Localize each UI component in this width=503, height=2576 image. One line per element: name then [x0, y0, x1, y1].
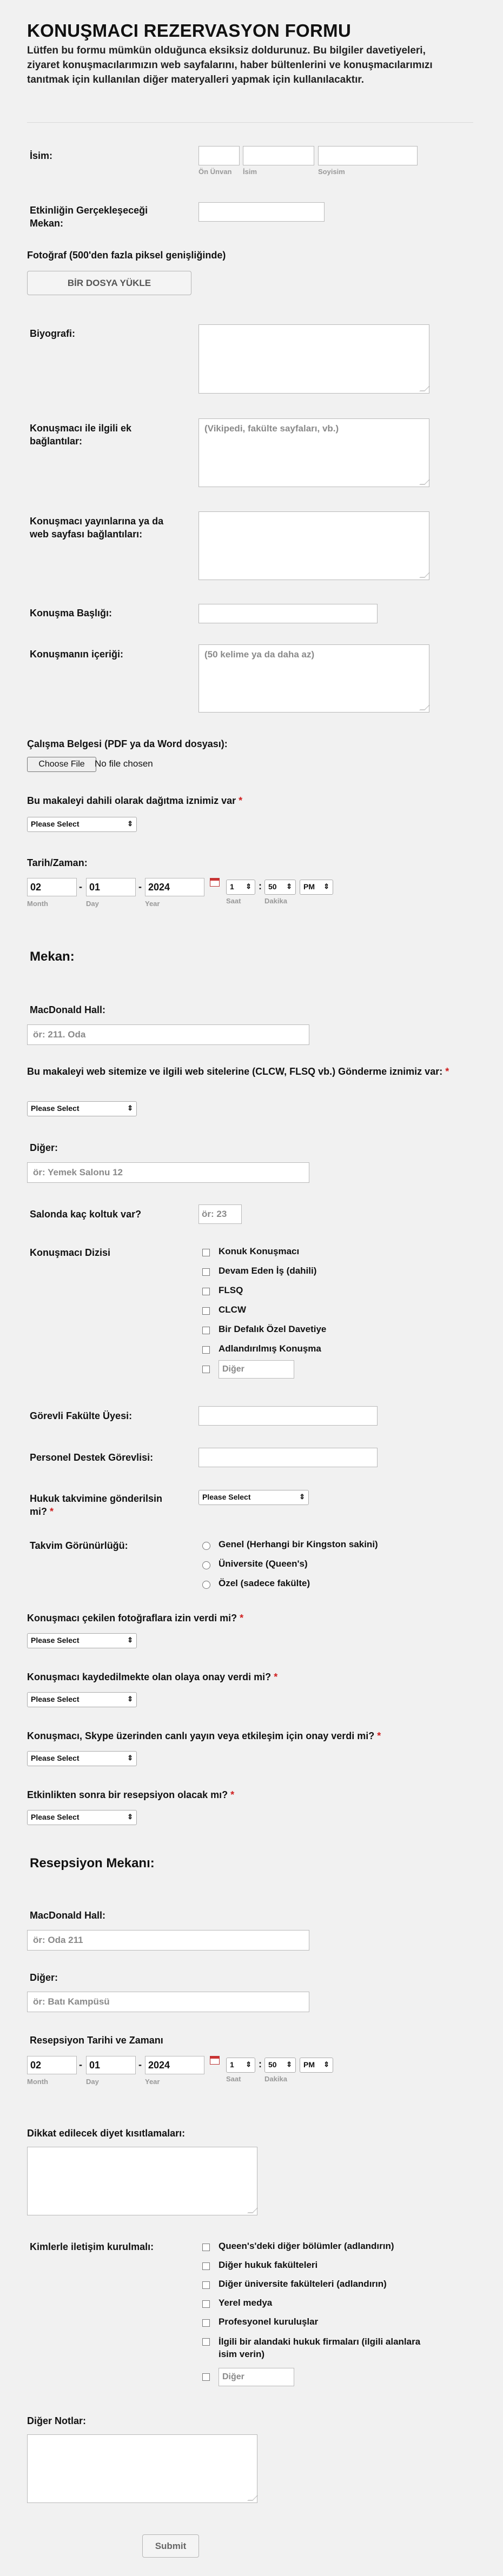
- contact-other-input[interactable]: Diğer: [219, 2368, 294, 2386]
- form-intro: Lütfen bu formu mümkün olduğunca eksiksiz doldurunuz. Bu bilgiler davetiyeleri, ziyaret konuşmacılarımızın web sayfalarını, haber bültenlerini ve konuşmacılarımızı tanıtmak için kullanılan diğer materyalleri yapmak için kullanılacaktır.: [27, 45, 433, 85]
- minute-select[interactable]: 50 ⇕: [264, 880, 296, 895]
- reception-month-input[interactable]: 02: [27, 2056, 77, 2074]
- visibility-option: Genel (Herhangi bir Kingston sakini): [219, 1539, 378, 1549]
- work-doc-label: Çalışma Belgesi (PDF ya da Word dosyası):: [27, 738, 228, 749]
- contact-option: Profesyonel kuruluşlar: [219, 2317, 319, 2327]
- ampm-select[interactable]: PM ⇕: [300, 880, 333, 895]
- pub-links-textarea[interactable]: [198, 511, 429, 580]
- calendar-icon[interactable]: [210, 2056, 220, 2065]
- visibility-label: Takvim Görünürlüğü:: [30, 1540, 128, 1551]
- choose-file-button[interactable]: Choose File: [27, 757, 96, 772]
- contact-checkbox[interactable]: [202, 2338, 210, 2346]
- diet-textarea[interactable]: [27, 2147, 257, 2215]
- law-calendar-label: Hukuk takvimine gönderilsin mi? *: [30, 1493, 163, 1517]
- staff-input[interactable]: [198, 1448, 378, 1467]
- reception-question-label: Etkinlikten sonra bir resepsiyon olacak mı? *: [27, 1789, 235, 1800]
- contact-option: Queen's'deki diğer bölümler (adlandırın): [219, 2241, 394, 2251]
- series-checkbox[interactable]: [202, 1327, 210, 1334]
- contact-checkbox[interactable]: [202, 2319, 210, 2327]
- day-input[interactable]: 01: [86, 878, 136, 896]
- month-sublabel: Month: [27, 900, 48, 908]
- time-colon: :: [259, 881, 262, 891]
- year-sublabel: Year: [145, 2078, 160, 2086]
- record-permission-label: Konuşmacı kaydedilmekte olan olaya onay verdi mi? *: [27, 1672, 278, 1682]
- name-prefix-sublabel: Ön Ünvan: [198, 168, 232, 176]
- contact-option: Diğer üniversite fakülteleri (adlandırın): [219, 2279, 387, 2289]
- skype-permission-label: Konuşmacı, Skype üzerinden canlı yayın veya etkileşim için onay verdi mi? *: [27, 1730, 381, 1741]
- month-input[interactable]: 02: [27, 878, 77, 896]
- day-sublabel: Day: [86, 2078, 99, 2086]
- reception-datetime-label: Resepsiyon Tarihi ve Zamanı: [30, 2035, 163, 2046]
- links-label: Konuşmacı ile ilgili ek bağlantılar:: [30, 423, 132, 447]
- series-label: Konuşmacı Dizisi: [30, 1247, 111, 1258]
- contact-checkbox[interactable]: [202, 2262, 210, 2270]
- reception-macdonald-input[interactable]: ör: Oda 211: [27, 1930, 309, 1951]
- hour-sublabel: Saat: [226, 2075, 241, 2083]
- series-other-input[interactable]: Diğer: [219, 1360, 294, 1379]
- series-option: Adlandırılmış Konuşma: [219, 1343, 321, 1354]
- reception-question-select[interactable]: Please Select ⇕: [27, 1810, 137, 1825]
- submit-button[interactable]: Submit: [142, 2534, 199, 2558]
- reception-other-label: Diğer:: [30, 1972, 58, 1983]
- photo-permission-select[interactable]: Please Select ⇕: [27, 1633, 137, 1648]
- hour-select[interactable]: 1 ⇕: [226, 880, 255, 895]
- visibility-option: Üniversite (Queen's): [219, 1559, 308, 1569]
- datetime-label: Tarih/Zaman:: [27, 857, 88, 868]
- upload-photo-button[interactable]: BİR DOSYA YÜKLE: [27, 271, 191, 295]
- calendar-icon[interactable]: [210, 878, 220, 887]
- contact-other-checkbox[interactable]: [202, 2373, 210, 2381]
- contact-checkbox[interactable]: [202, 2244, 210, 2251]
- visibility-radio[interactable]: [202, 1561, 210, 1569]
- faculty-label: Görevli Fakülte Üyesi:: [30, 1410, 133, 1421]
- series-checkbox[interactable]: [202, 1307, 210, 1315]
- event-place-label: Etkinliğin Gerçekleşeceği Mekan:: [30, 205, 148, 229]
- staff-label: Personel Destek Görevlisi:: [30, 1452, 154, 1463]
- diet-label: Dikkat edilecek diyet kısıtlamaları:: [27, 2128, 186, 2139]
- series-option: Konuk Konuşmacı: [219, 1246, 300, 1256]
- talk-title-input[interactable]: [198, 604, 378, 623]
- reception-other-input[interactable]: ör: Batı Kampüsü: [27, 1992, 309, 2012]
- contact-checkbox[interactable]: [202, 2281, 210, 2289]
- reception-day-input[interactable]: 01: [86, 2056, 136, 2074]
- reception-minute-select[interactable]: 50 ⇕: [264, 2058, 296, 2073]
- year-input[interactable]: 2024: [145, 878, 204, 896]
- other-venue-label: Diğer:: [30, 1142, 58, 1153]
- series-checkbox[interactable]: [202, 1268, 210, 1276]
- contact-option: Yerel medya: [219, 2298, 273, 2308]
- record-permission-select[interactable]: Please Select ⇕: [27, 1692, 137, 1707]
- reception-hour-select[interactable]: 1 ⇕: [226, 2058, 255, 2073]
- date-separator: -: [138, 881, 142, 892]
- date-separator: -: [79, 881, 82, 892]
- macdonald-input[interactable]: ör: 211. Oda: [27, 1024, 309, 1045]
- series-option: Bir Defalık Özel Davetiye: [219, 1324, 327, 1334]
- header-divider: [27, 122, 473, 123]
- seats-input[interactable]: ör: 23: [198, 1204, 242, 1224]
- contact-label: Kimlerle iletişim kurulmalı:: [30, 2241, 154, 2252]
- skype-permission-select[interactable]: Please Select ⇕: [27, 1751, 137, 1766]
- photo-permission-label: Konuşmacı çekilen fotoğraflara izin verdi mi? *: [27, 1613, 244, 1623]
- date-separator: -: [138, 2059, 142, 2070]
- visibility-radio[interactable]: [202, 1581, 210, 1589]
- photo-label: Fotoğraf (500'den fazla piksel genişliğinde): [27, 250, 226, 261]
- name-label: İsim:: [30, 150, 53, 161]
- series-option: FLSQ: [219, 1285, 243, 1295]
- series-checkbox[interactable]: [202, 1288, 210, 1295]
- other-venue-input[interactable]: ör: Yemek Salonu 12: [27, 1162, 309, 1183]
- month-sublabel: Month: [27, 2078, 48, 2086]
- web-permission-select[interactable]: Please Select ⇕: [27, 1101, 137, 1116]
- notes-textarea[interactable]: [27, 2434, 257, 2503]
- reception-macdonald-label: MacDonald Hall:: [30, 1910, 106, 1921]
- reception-year-input[interactable]: 2024: [145, 2056, 204, 2074]
- series-option: Devam Eden İş (dahili): [219, 1266, 317, 1276]
- first-name-sublabel: İsim: [243, 168, 257, 176]
- faculty-input[interactable]: [198, 1406, 378, 1426]
- law-calendar-select[interactable]: Please Select ⇕: [198, 1490, 309, 1505]
- file-status: No file chosen: [95, 758, 153, 769]
- reception-section-title: Resepsiyon Mekanı:: [30, 1856, 155, 1871]
- reception-ampm-select[interactable]: PM ⇕: [300, 2058, 333, 2073]
- talk-title-label: Konuşma Başlığı:: [30, 608, 112, 618]
- seats-label: Salonda kaç koltuk var?: [30, 1209, 142, 1220]
- macdonald-label: MacDonald Hall:: [30, 1004, 106, 1015]
- links-textarea[interactable]: (Vikipedi, fakülte sayfaları, vb.): [198, 418, 429, 487]
- contact-option: İlgili bir alandaki hukuk firmaları (ilgili alanlara isim verin): [219, 2337, 421, 2359]
- name-prefix-input[interactable]: [198, 146, 240, 165]
- form-title: KONUŞMACI REZERVASYON FORMU: [27, 21, 352, 41]
- series-checkbox[interactable]: [202, 1249, 210, 1256]
- series-other-checkbox[interactable]: [202, 1366, 210, 1373]
- web-permission-label: Bu makaleyi web sitemize ve ilgili web sitelerine (CLCW, FLSQ vb.) Gönderme iznimiz var: *: [27, 1066, 449, 1077]
- talk-content-textarea[interactable]: (50 kelime ya da daha az): [198, 644, 429, 713]
- talk-content-label: Konuşmanın içeriği:: [30, 649, 124, 660]
- notes-label: Diğer Notlar:: [27, 2415, 87, 2426]
- event-place-input[interactable]: [198, 202, 325, 222]
- last-name-sublabel: Soyisim: [318, 168, 345, 176]
- bio-textarea[interactable]: [198, 324, 429, 394]
- minute-sublabel: Dakika: [264, 897, 287, 905]
- series-option: CLCW: [219, 1304, 246, 1315]
- distribute-select[interactable]: Please Select ⇕: [27, 817, 137, 832]
- venue-section-title: Mekan:: [30, 949, 75, 964]
- contact-checkbox[interactable]: [202, 2300, 210, 2308]
- contact-option: Diğer hukuk fakülteleri: [219, 2260, 318, 2270]
- day-sublabel: Day: [86, 900, 99, 908]
- date-separator: -: [79, 2059, 82, 2070]
- time-colon: :: [259, 2059, 262, 2069]
- year-sublabel: Year: [145, 900, 160, 908]
- series-checkbox[interactable]: [202, 1346, 210, 1354]
- distribute-label: Bu makaleyi dahili olarak dağıtma iznimiz var *: [27, 795, 243, 806]
- last-name-input[interactable]: [318, 146, 418, 165]
- pub-links-label: Konuşmacı yayınlarına ya da web sayfası bağlantıları:: [30, 516, 164, 540]
- minute-sublabel: Dakika: [264, 2075, 287, 2083]
- visibility-radio[interactable]: [202, 1542, 210, 1550]
- bio-label: Biyografi:: [30, 328, 76, 339]
- visibility-option: Özel (sadece fakülte): [219, 1578, 310, 1588]
- hour-sublabel: Saat: [226, 897, 241, 905]
- first-name-input[interactable]: [243, 146, 314, 165]
